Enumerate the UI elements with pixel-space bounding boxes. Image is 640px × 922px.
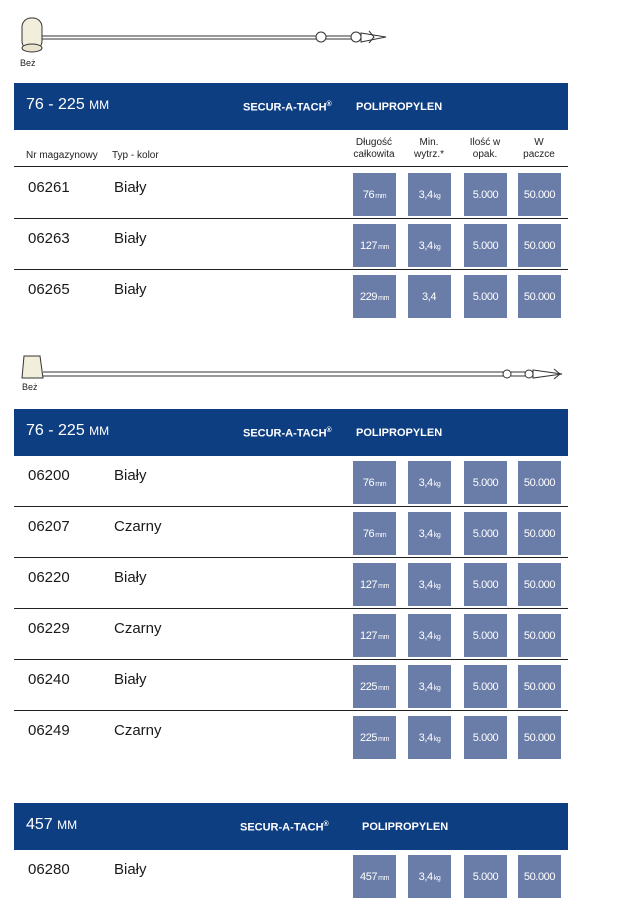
table-row: [14, 849, 568, 900]
length-cell: 76 mm: [353, 173, 396, 216]
product-color: Biały: [114, 569, 147, 586]
table-row: [14, 608, 568, 660]
product-color: Biały: [114, 671, 147, 688]
qty-cell: 5.000: [464, 855, 507, 898]
pack-cell: 50.000: [518, 512, 561, 555]
col-header-code: Nr magazynowy: [26, 150, 98, 161]
table-row: [14, 269, 568, 320]
qty-cell: 5.000: [464, 275, 507, 318]
table-row: [14, 557, 568, 609]
qty-cell: 5.000: [464, 173, 507, 216]
qty-cell: 5.000: [464, 512, 507, 555]
length-cell: 127 mm: [353, 614, 396, 657]
section-header: [14, 83, 568, 130]
qty-cell: 5.000: [464, 614, 507, 657]
product-color: Czarny: [114, 620, 162, 637]
size-range: 76 - 225 MM: [26, 96, 110, 113]
size-range: 457 MM: [26, 816, 78, 833]
product-color: Biały: [114, 281, 147, 298]
table-row: [14, 455, 568, 507]
table-row: [14, 506, 568, 558]
table-row: [14, 167, 568, 219]
qty-cell: 5.000: [464, 716, 507, 759]
pack-cell: 50.000: [518, 665, 561, 708]
section-header: [14, 409, 568, 456]
length-cell: 457 mm: [353, 855, 396, 898]
pack-cell: 50.000: [518, 275, 561, 318]
tag-fastener-short-illustration: [14, 14, 394, 56]
length-cell: 225 mm: [353, 665, 396, 708]
min-strength-cell: 3,4 kg: [408, 855, 451, 898]
product-color: Biały: [114, 179, 147, 196]
pack-cell: 50.000: [518, 716, 561, 759]
qty-cell: 5.000: [464, 563, 507, 606]
min-strength-cell: 3,4 kg: [408, 563, 451, 606]
pack-cell: 50.000: [518, 461, 561, 504]
product-code: 06261: [28, 179, 70, 196]
qty-cell: 5.000: [464, 224, 507, 267]
min-strength-cell: 3,4 kg: [408, 716, 451, 759]
pack-cell: 50.000: [518, 563, 561, 606]
col-header-type: Typ - kolor: [112, 150, 159, 161]
brand-name: SECUR-A-TACH®: [243, 427, 332, 440]
product-code: 06240: [28, 671, 70, 688]
table-row: [14, 218, 568, 270]
min-strength-cell: 3,4: [408, 275, 451, 318]
col-header-qty: Ilość w opak.: [469, 137, 501, 160]
product-color: Czarny: [114, 518, 162, 535]
product-code: 06263: [28, 230, 70, 247]
product-code: 06229: [28, 620, 70, 637]
brand-name: SECUR-A-TACH®: [243, 101, 332, 114]
min-strength-cell: 3,4 kg: [408, 224, 451, 267]
product-color: Biały: [114, 230, 147, 247]
product-code: 06249: [28, 722, 70, 739]
col-header-length: Długość całkowita: [353, 137, 395, 160]
pack-cell: 50.000: [518, 855, 561, 898]
pack-cell: 50.000: [518, 614, 561, 657]
product-color: Biały: [114, 467, 147, 484]
product-code: 06280: [28, 861, 70, 878]
col-header-pack: W paczce: [523, 137, 555, 160]
material-label: POLIPROPYLEN: [356, 427, 443, 439]
material-label: POLIPROPYLEN: [356, 101, 443, 113]
product-color: Biały: [114, 861, 147, 878]
length-cell: 76 mm: [353, 512, 396, 555]
length-cell: 229 mm: [353, 275, 396, 318]
length-cell: 76 mm: [353, 461, 396, 504]
min-strength-cell: 3,4 kg: [408, 512, 451, 555]
illustration-label: Beż: [22, 382, 38, 392]
length-cell: 127 mm: [353, 563, 396, 606]
pack-cell: 50.000: [518, 173, 561, 216]
product-code: 06265: [28, 281, 70, 298]
min-strength-cell: 3,4 kg: [408, 614, 451, 657]
material-label: POLIPROPYLEN: [362, 821, 449, 833]
product-color: Czarny: [114, 722, 162, 739]
product-code: 06220: [28, 569, 70, 586]
section-header: [14, 803, 568, 850]
table-row: [14, 659, 568, 711]
product-code: 06207: [28, 518, 70, 535]
brand-name: SECUR-A-TACH®: [240, 821, 329, 834]
size-range: 76 - 225 MM: [26, 422, 110, 439]
illustration-label: Beż: [20, 58, 36, 68]
qty-cell: 5.000: [464, 461, 507, 504]
min-strength-cell: 3,4 kg: [408, 665, 451, 708]
tag-fastener-long-illustration: [14, 352, 574, 384]
min-strength-cell: 3,4 kg: [408, 173, 451, 216]
table-row: [14, 710, 568, 761]
length-cell: 225 mm: [353, 716, 396, 759]
qty-cell: 5.000: [464, 665, 507, 708]
pack-cell: 50.000: [518, 224, 561, 267]
product-code: 06200: [28, 467, 70, 484]
min-strength-cell: 3,4 kg: [408, 461, 451, 504]
length-cell: 127 mm: [353, 224, 396, 267]
col-header-min: Min. wytrz.*: [414, 137, 444, 160]
